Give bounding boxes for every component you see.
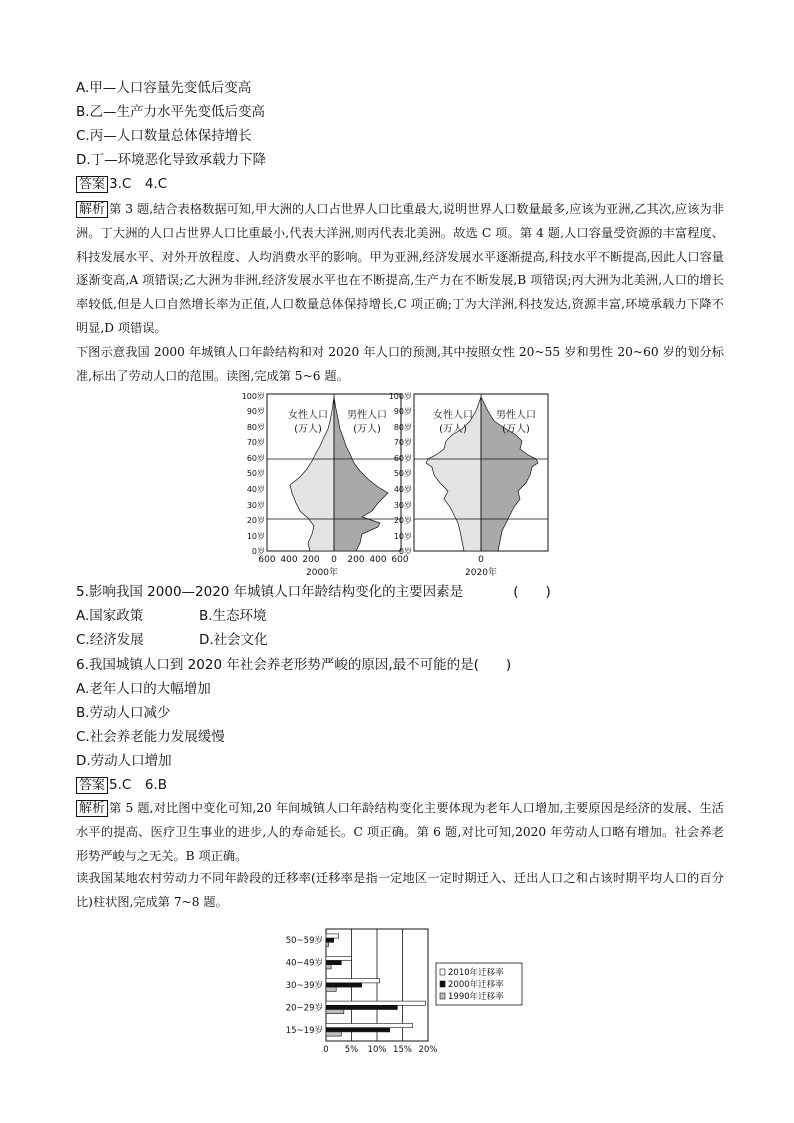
legend-swatch [440, 993, 445, 999]
pyramid-caption-2020: 2020年 [465, 568, 497, 578]
unit-label-2020-m: (万人) [502, 424, 530, 435]
female-label-2020: 女性人口 [433, 410, 473, 421]
unit-label-2000-m: (万人) [353, 424, 381, 435]
chart-legend [436, 963, 522, 1005]
legend-swatch [440, 981, 445, 987]
unit-label-2000-f: (万人) [294, 424, 322, 435]
male-label-2000: 男性人口 [347, 410, 387, 421]
pyramid-2000-x-tick: 400 [280, 555, 298, 565]
pyramid-2000-x-tick: 0 [331, 555, 337, 565]
intro-q5-6: 下图示意我国 2000 年城镇人口年龄结构和对 2020 年人口的预测,其中按照女性 20~55 岁和男性 20~60 岁的划分标准,标出了劳动人口的范围。读图,完成第 5~6 题。 [76, 345, 724, 383]
pyramid-2000-y-tick: 20岁 [246, 516, 265, 525]
category-label: 30~39岁 [285, 981, 323, 991]
bar-2010年迁移率-50~59岁 [326, 934, 339, 938]
analysis-block-1 [76, 198, 724, 341]
x-tick-label: 0 [323, 1045, 329, 1055]
pyramid-2020-y-tick: 0岁 [398, 547, 412, 556]
pyramid-2000-y-tick: 80岁 [246, 423, 265, 432]
pyramid-2020-y-tick: 90岁 [393, 407, 412, 416]
population-pyramid-figure [241, 391, 580, 578]
bar-1990年迁移率-15~19岁 [326, 1032, 341, 1036]
bar-2000年迁移率-15~19岁 [326, 1028, 390, 1032]
pyramid-2000-y-tick: 50岁 [246, 469, 265, 478]
pyramid-2020-x-tick: 0 [478, 555, 484, 565]
pyramid-2000-x-tick: 600 [258, 555, 276, 565]
analysis-text: 第 5 题,对比图中变化可知,20 年间城镇人口年龄结构变化主要体现为老年人口增加,主要原因是经济的发展、生活水平的提高、医疗卫生事业的进步,人的寿命延长。C 项正确。第 6 题,对比可知,2020 年劳动人口略有增加。社会养老形势严峻与之无关。B 项正确。 [76, 801, 724, 863]
answer-block-2 [76, 775, 167, 795]
answer-text: 3.C 4.C [109, 176, 168, 192]
pyramid-2020-y-tick: 100岁 [388, 392, 412, 401]
q34-option-b: B.乙—生产力水平先变低后变高 [76, 104, 266, 120]
q5-option-c: C.经济发展 [76, 632, 144, 648]
pyramid-2020-y-tick: 70岁 [393, 438, 412, 447]
bar-1990年迁移率-50~59岁 [326, 942, 329, 946]
q5-paren: ( ) [513, 584, 551, 600]
unit-label-2020-f: (万人) [439, 424, 467, 435]
pyramid-2020-y-tick: 50岁 [393, 469, 412, 478]
category-label: 20~29岁 [285, 1003, 323, 1014]
q6-stem: 6.我国城镇人口到 2020 年社会养老形势严峻的原因,最不可能的是( ) [76, 657, 512, 673]
x-tick-label: 10% [367, 1045, 387, 1055]
pyramid-2020-y-tick: 40岁 [393, 485, 412, 494]
analysis-block-2 [76, 797, 724, 868]
legend-label: 1990年迁移率 [448, 992, 504, 1002]
bar-2010年迁移率-40~49岁 [326, 956, 352, 960]
x-tick-label: 20% [418, 1045, 438, 1055]
bar-2010年迁移率-15~19岁 [326, 1024, 413, 1028]
chart-category-labels [286, 935, 323, 1036]
category-label: 40~49岁 [285, 958, 323, 969]
bar-1990年迁移率-40~49岁 [326, 965, 331, 969]
bar-2010年迁移率-30~39岁 [326, 979, 380, 983]
q6-option-a: A.老年人口的大幅增加 [76, 681, 211, 697]
pyramid-2000-y-tick: 100岁 [241, 392, 265, 401]
chart-x-ticks [323, 1045, 437, 1055]
bar-2000年迁移率-30~39岁 [326, 983, 362, 987]
q34-option-d: D.丁—环境恶化导致承载力下降 [76, 152, 267, 168]
q5-option-d: D.社会文化 [199, 632, 268, 648]
intro-q7-8: 读我国某地农村劳动力不同年龄段的迁移率(迁移率是指一定地区一定时期迁入、迁出人口之和占该时期平均人口的百分比)柱状图,完成第 7~8 题。 [76, 871, 724, 909]
legend-label: 2010年迁移率 [448, 968, 504, 978]
x-tick-label: 15% [393, 1045, 412, 1055]
analysis-tag: 解析 [76, 800, 108, 817]
q5-option-a: A.国家政策 [76, 608, 144, 624]
pyramid-2000-y-tick: 40岁 [246, 485, 265, 494]
answer-tag: 答案 [76, 176, 108, 193]
male-label-2020: 男性人口 [496, 410, 536, 421]
bar-2000年迁移率-20~29岁 [326, 1005, 397, 1009]
q6-option-d: D.劳动人口增加 [76, 753, 172, 769]
bar-1990年迁移率-30~39岁 [326, 987, 336, 991]
q6-option-c: C.社会养老能力发展缓慢 [76, 729, 225, 745]
pyramid-2020-y-tick: 20岁 [393, 516, 412, 525]
pyramid-2020-y-tick: 10岁 [393, 532, 412, 541]
bar-2000年迁移率-40~49岁 [326, 961, 341, 965]
bar-2010年迁移率-20~29岁 [326, 1001, 425, 1005]
pyramid-2000-x-tick: 600 [391, 555, 409, 565]
q5-stem-line [76, 582, 551, 602]
pyramid-caption-2000: 2000年 [306, 568, 338, 578]
analysis-text: 第 3 题,结合表格数据可知,甲大洲的人口占世界人口比重最大,说明世界人口数量最多,应该为亚洲,乙其次,应该为非洲。丁大洲的人口占世界人口比重最小,代表大洋洲,则丙代表北美洲。故选 C 项。第 4 题,人口容量受资源的丰富程度、科技发展水平、对外开放程度、人均消费水平的影响。甲为亚洲,经济发展水平逐渐提高,科技水平不断提高,因此人口容量逐渐变高,A 项错误;乙大洲为非洲,经济发展水平也在不断提高,生产力在不断发展,B 项错误;丙大洲为北美洲,人口的增长率较低,但是人口自然增长率为正值,人口数量总体保持增长,C 项正确;丁为大洋洲,科技发达,资源丰富,环境承载力下降不明显,D 项错误。 [76, 202, 724, 335]
answer-tag: 答案 [76, 777, 108, 794]
q5-stem: 5.影响我国 2000—2020 年城镇人口年龄结构变化的主要因素是 [76, 584, 464, 600]
bar-1990年迁移率-20~29岁 [326, 1010, 344, 1014]
q6-option-b: B.劳动人口减少 [76, 705, 171, 721]
pyramid-2000-y-tick: 60岁 [246, 454, 265, 463]
answer-block-1 [76, 174, 167, 194]
q34-option-a: A.甲—人口容量先变低后变高 [76, 80, 252, 96]
legend-label: 2000年迁移率 [448, 980, 504, 990]
female-label-2000: 女性人口 [288, 410, 328, 421]
q5-option-b: B.生态环境 [199, 608, 267, 624]
pyramid-2000-y-tick: 70岁 [246, 438, 265, 447]
migration-rate-chart [270, 926, 530, 1056]
analysis-tag: 解析 [76, 201, 108, 218]
pyramid-2000-y-tick: 10岁 [246, 532, 265, 541]
pyramid-2000-y-tick: 30岁 [246, 501, 265, 510]
pyramid-2020-y-tick: 80岁 [393, 423, 412, 432]
q5-options-row2 [76, 630, 268, 650]
q34-option-c: C.丙—人口数量总体保持增长 [76, 128, 252, 144]
pyramid-2000-x-tick: 400 [369, 555, 387, 565]
legend-swatch [440, 969, 445, 975]
pyramid-2000-x-tick: 200 [347, 555, 365, 565]
pyramid-2020-y-tick: 30岁 [393, 501, 412, 510]
pyramid-2020-y-tick: 60岁 [393, 454, 412, 463]
pyramid-2000-y-tick: 90岁 [246, 407, 265, 416]
answer-text: 5.C 6.B [109, 777, 167, 793]
pyramid-2000-x-tick: 200 [302, 555, 320, 565]
category-label: 15~19岁 [285, 1025, 323, 1036]
pyramid-2000-y-tick: 0岁 [251, 547, 265, 556]
category-label: 50~59岁 [285, 936, 323, 947]
q5-options-row1 [76, 606, 267, 626]
x-tick-label: 5% [344, 1045, 359, 1055]
bar-2000年迁移率-50~59岁 [326, 938, 334, 942]
